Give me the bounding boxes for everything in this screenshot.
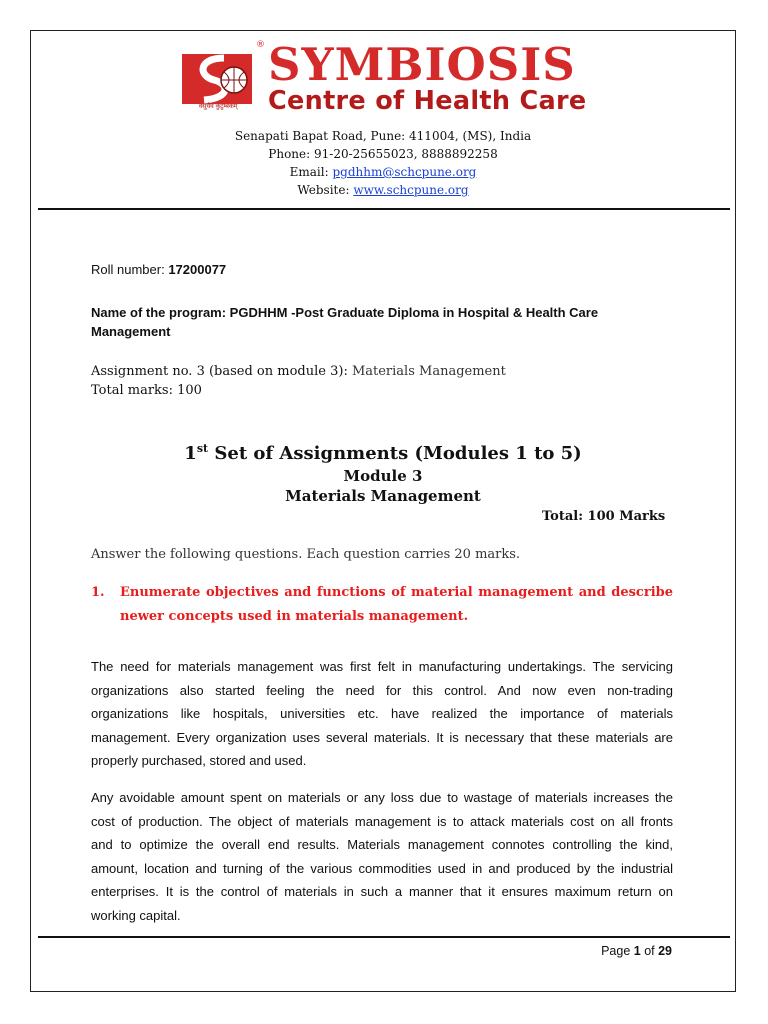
of-label: of — [640, 944, 659, 958]
set-number: 1 — [184, 443, 197, 464]
set-suffix: st — [196, 442, 209, 455]
paragraph-line: organizations like hospitals, universities etc. have realized the importance of materials — [91, 706, 673, 721]
total-pages: 29 — [658, 944, 672, 958]
address-line: Senapati Bapat Road, Pune: 411004, (MS), India — [234, 129, 532, 143]
question-line: Enumerate objectives and functions of material management and describe — [120, 585, 673, 600]
assignment-set-title — [30, 442, 736, 464]
program-name-line1: Name of the program: PGDHHM -Post Graduate Diploma in Hospital & Health Care — [91, 305, 599, 320]
website-label: Website: — [297, 183, 354, 197]
email-link[interactable]: pgdhhm@schcpune.org — [332, 165, 477, 179]
page-label: Page — [601, 944, 634, 958]
paragraph-line: The need for materials management was first felt in manufacturing undertakings. The servicing — [91, 659, 673, 674]
roll-number — [91, 262, 226, 277]
paragraph-line: Any avoidable amount spent on materials or any loss due to wastage of materials increases the — [91, 790, 673, 805]
assignment-subject: Materials Management — [351, 364, 506, 379]
website-link[interactable]: www.schcpune.org — [353, 183, 469, 197]
total-marks: Total marks: 100 — [91, 383, 202, 398]
phone-line: Phone: 91-20-25655023, 8888892258 — [268, 147, 498, 161]
roll-value: 17200077 — [168, 262, 227, 277]
subject-title: Materials Management — [285, 487, 481, 505]
page-number — [601, 944, 672, 958]
assignment-label: Assignment no. 3 (based on module 3): — [91, 364, 352, 379]
roll-label: Roll number: — [91, 262, 169, 277]
assignment-line — [91, 364, 506, 379]
paragraph-line: cost of production. The object of materials management is to attack materials cost on all fronts — [91, 813, 673, 829]
total-marks-heading: Total: 100 Marks — [542, 509, 666, 524]
paragraph-line: amount, location and turning of the various commodities used in and produced by the industrial — [91, 860, 673, 876]
answer-paragraph-1 — [91, 655, 673, 773]
paragraph-line: organizations also started feeling the need for this control. And now even non-trading — [91, 682, 673, 698]
instructions: Answer the following questions. Each question carries 20 marks. — [91, 547, 521, 562]
program-name-line2: Management — [91, 324, 171, 339]
current-page: 1 — [633, 944, 641, 958]
question-number: 1. — [91, 585, 105, 600]
logo-subtitle: Centre of Health Care — [268, 86, 587, 116]
question-1 — [91, 581, 673, 629]
set-title-rest: Set of Assignments (Modules 1 to 5) — [208, 443, 582, 464]
footer-divider — [38, 936, 730, 938]
paragraph-line: and to optimize the overall end results. Materials management connotes controlling the kind, — [91, 837, 673, 852]
paragraph-line: working capital. — [91, 907, 181, 923]
paragraph-line: properly purchased, stored and used. — [91, 753, 307, 768]
email-label: Email: — [289, 165, 333, 179]
paragraph-line: management. Every organization uses several materials. It is necessary that these materials are — [91, 729, 673, 745]
header-divider — [38, 208, 730, 210]
logo-wordmark: SYMBIOSIS — [268, 38, 576, 91]
registered-mark: ® — [256, 40, 265, 50]
paragraph-line: enterprises. It is the control of materials in such a manner that it ensures maximum return on — [91, 884, 673, 899]
module-title: Module 3 — [343, 467, 423, 485]
logo-tagline: वसुधैव कुटुम्बकम् — [198, 102, 238, 110]
answer-paragraph-2 — [91, 786, 673, 927]
question-line: newer concepts used in materials management. — [120, 609, 469, 624]
website-line — [30, 181, 736, 199]
email-line — [30, 163, 736, 181]
